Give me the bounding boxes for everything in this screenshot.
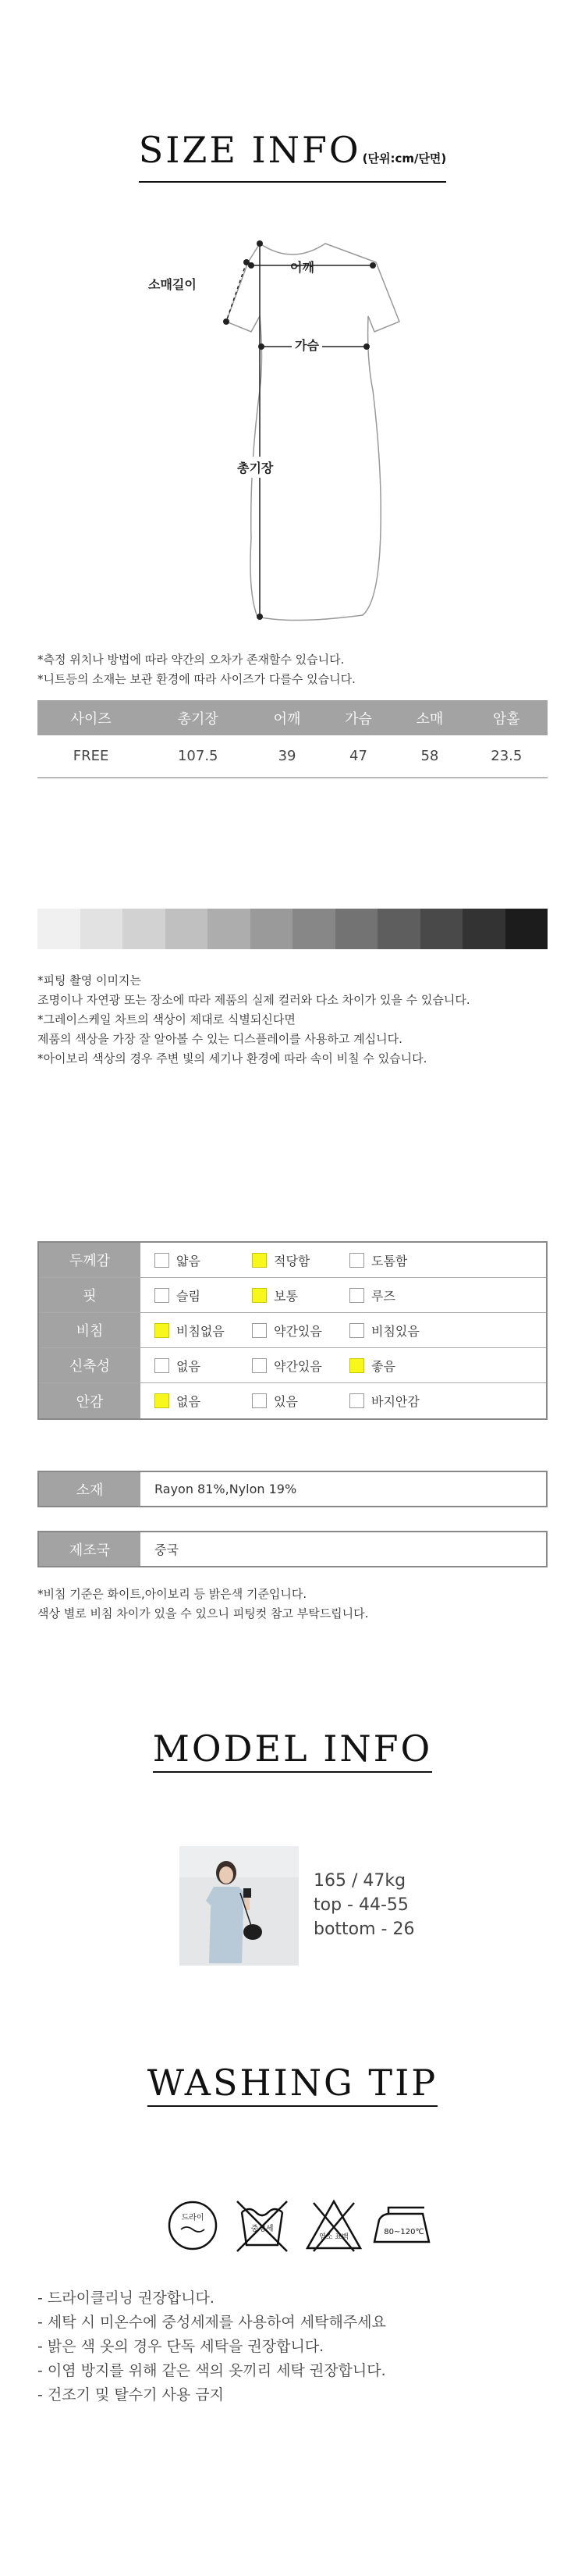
shoulder-label: 어깨 [290,260,314,275]
model-info-text [314,1869,415,1941]
fabric-row-sheer [39,1313,546,1348]
washing-tip-title: WASHING TIP [147,2062,438,2107]
fabric-option: 보통 [238,1286,335,1304]
size-info-title-block [0,129,585,183]
fabric-key: 안감 [39,1383,140,1418]
header-size: 사이즈 [37,700,144,735]
no-bleach-icon [303,2195,365,2256]
grayscale-swatch [250,909,293,949]
washing-tip-line: - 밝은 색 옷의 경우 단독 세탁을 권장합니다. [37,2338,324,2355]
svg-text:드라이: 드라이 [181,2214,204,2222]
grayscale-note: *그레이스케일 차트의 색상이 제대로 식별되신다면 [37,1012,296,1026]
checkbox [154,1253,169,1268]
dress-size-diagram [0,226,585,632]
model-info-title-block [0,1727,585,1773]
washing-tip-line: - 건조기 및 탈수기 사용 금지 [37,2386,224,2403]
grayscale-swatch [165,909,208,949]
grayscale-swatch [292,909,335,949]
washing-tip-text [37,2286,386,2407]
fabric-option: 적당함 [238,1251,335,1269]
size-info-title: SIZE INFO (단위:cm/단면) [139,129,447,183]
fabric-option: 좋음 [335,1357,433,1375]
table-row [37,735,548,777]
grayscale-note: *아이보리 색상의 경우 주변 빛의 세기나 환경에 따라 속이 비칠 수 있습니다. [37,1051,427,1066]
checkbox [349,1253,364,1268]
cell-chest: 47 [323,735,394,777]
fabric-option: 루즈 [335,1286,433,1304]
washing-tip-line: - 이염 방지를 위해 같은 색의 옷끼리 세탁 권장합니다. [37,2362,386,2379]
grayscale-swatch [37,909,80,949]
fabric-row-fit [39,1278,546,1313]
header-armhole: 암홀 [466,700,548,735]
fabric-option: 비침없음 [140,1322,238,1340]
fabric-option: 약간있음 [238,1322,335,1340]
fabric-option: 없음 [140,1357,238,1375]
grayscale-swatch [378,909,420,949]
fabric-row-thickness [39,1243,546,1278]
material-value: Rayon 81%,Nylon 19% [154,1482,297,1496]
checkbox [252,1323,267,1338]
checkbox [154,1358,169,1373]
checkbox [252,1253,267,1268]
fabric-notes [37,1585,368,1624]
checkbox [349,1288,364,1303]
checkbox [154,1393,169,1408]
size-note: *측정 위치나 방법에 따라 약간의 오차가 존재할수 있습니다. [37,653,345,667]
cell-length: 107.5 [144,735,251,777]
cell-armhole: 23.5 [466,735,548,777]
checkbox [349,1323,364,1338]
washing-tip-line: - 세탁 시 미온수에 중성세제를 사용하여 세탁해주세요 [37,2314,386,2331]
fabric-key: 핏 [39,1278,140,1312]
size-info-unit: (단위:cm/단면) [362,151,447,165]
fabric-option: 비침있음 [335,1322,433,1340]
grayscale-note: 제품의 색상을 가장 잘 알아볼 수 있는 디스플레이를 사용하고 계십니다. [37,1032,402,1046]
cell-shoulder: 39 [251,735,322,777]
grayscale-swatch [122,909,165,949]
fabric-note: 색상 별로 비침 차이가 있을 수 있으니 피팅컷 참고 부탁드립니다. [37,1606,369,1621]
no-water-wash-icon [231,2195,293,2256]
size-table [37,700,548,778]
checkbox [349,1393,364,1408]
grayscale-chart [37,909,548,949]
fabric-option: 있음 [238,1392,335,1410]
fabric-table [37,1241,548,1420]
model-info-line: bottom - 26 [314,1920,415,1939]
grayscale-note: 조명이나 자연광 또는 장소에 따라 제품의 실제 컬러와 다소 차이가 있을 수 있습니다. [37,993,470,1007]
iron-icon [371,2203,434,2250]
svg-text:80~120℃: 80~120℃ [384,2228,424,2236]
fabric-row-stretch [39,1348,546,1383]
checkbox [252,1288,267,1303]
washing-icons [0,2192,585,2262]
checkbox [154,1288,169,1303]
size-notes [37,650,356,689]
cell-size: FREE [37,735,144,777]
fabric-option: 도톰함 [335,1251,433,1269]
svg-text:염소 표백: 염소 표백 [319,2233,349,2241]
fabric-note: *비침 기준은 화이트,아이보리 등 밝은색 기준입니다. [37,1587,307,1601]
fabric-option: 얇음 [140,1251,238,1269]
fabric-option: 없음 [140,1392,238,1410]
dry-clean-icon [165,2198,220,2253]
material-key: 소재 [39,1472,140,1506]
fabric-key: 비침 [39,1313,140,1347]
svg-text:중성세: 중성세 [250,2225,274,2233]
grayscale-swatch [463,909,505,949]
origin-value: 중국 [154,1542,179,1557]
model-photo [179,1846,299,1966]
origin-key: 제조국 [39,1532,140,1566]
checkbox [154,1323,169,1338]
sleeve-length-label: 소매길이 [148,277,197,292]
chest-label: 가슴 [292,336,322,354]
checkbox [349,1358,364,1373]
size-note: *니트등의 소재는 보관 환경에 따라 사이즈가 다를수 있습니다. [37,672,356,686]
washing-tip-line: - 드라이클리닝 권장합니다. [37,2290,214,2307]
grayscale-swatch [420,909,463,949]
dress-outline [0,226,585,632]
header-chest: 가슴 [323,700,394,735]
checkbox [252,1358,267,1373]
grayscale-swatch [207,909,250,949]
size-table-header [37,700,548,735]
model-info-line: 165 / 47kg [314,1871,406,1891]
model-info-line: top - 44-55 [314,1895,409,1915]
origin-row [37,1531,548,1567]
header-sleeve: 소매 [394,700,465,735]
grayscale-note: *피팅 촬영 이미지는 [37,973,141,987]
fabric-key: 두께감 [39,1243,140,1277]
cell-sleeve: 58 [394,735,465,777]
header-length: 총기장 [144,700,251,735]
total-length-label: 총기장 [237,457,273,478]
fabric-key: 신축성 [39,1348,140,1382]
fabric-row-lining [39,1383,546,1418]
washing-tip-title-block [0,2062,585,2107]
material-row [37,1471,548,1507]
fabric-option: 슬림 [140,1286,238,1304]
grayscale-notes [37,971,470,1069]
checkbox [252,1393,267,1408]
model-info-title: MODEL INFO [153,1727,433,1773]
grayscale-swatch [335,909,378,949]
grayscale-swatch [505,909,548,949]
fabric-option: 바지안감 [335,1392,433,1410]
header-shoulder: 어깨 [251,700,322,735]
fabric-option: 약간있음 [238,1357,335,1375]
grayscale-swatch [80,909,123,949]
